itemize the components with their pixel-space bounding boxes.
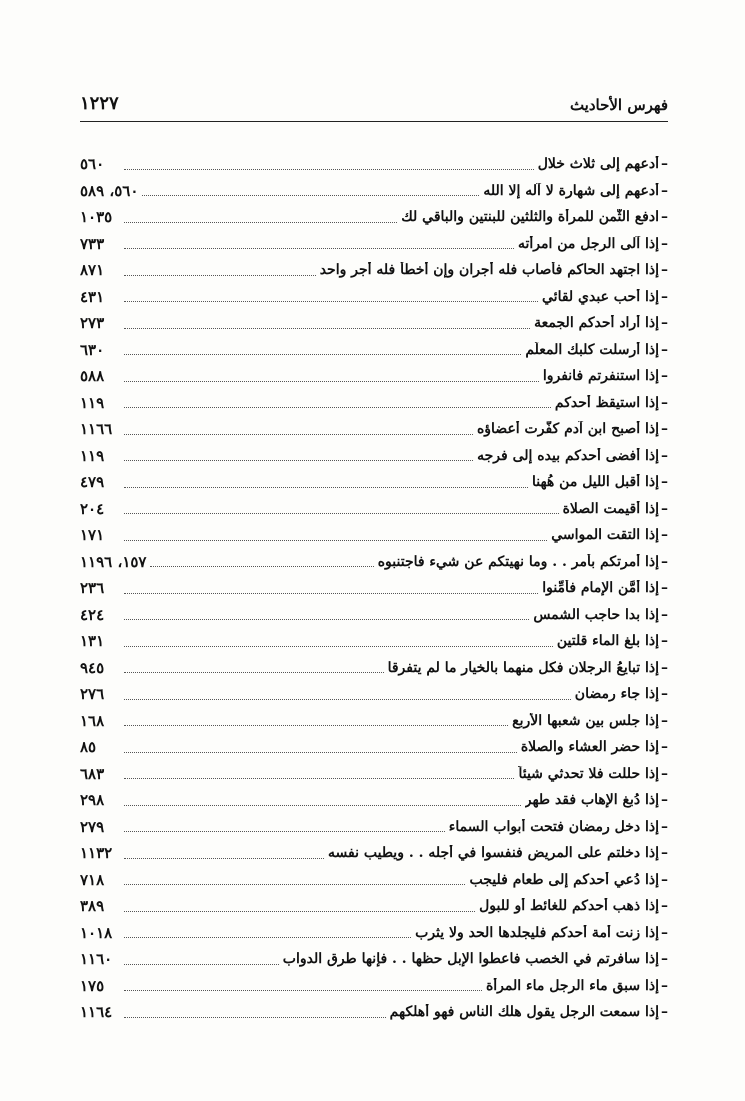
- page-reference: ٥٨٨: [80, 367, 105, 386]
- entry-dash: –: [661, 951, 668, 968]
- index-entry: [80, 920, 668, 947]
- index-entry: [80, 655, 668, 682]
- dot-leader: [124, 328, 530, 329]
- dot-leader: [124, 487, 528, 488]
- entry-dash: –: [661, 182, 668, 199]
- hadith-text: إذا آلى الرجل من امرأته: [517, 235, 659, 252]
- hadith-text: إذا أقبل الليل من هُهنا: [531, 474, 659, 491]
- index-entry: [80, 310, 668, 337]
- index-entry: [80, 151, 668, 178]
- entry-dash: –: [661, 898, 668, 915]
- entry-dash: –: [661, 765, 668, 782]
- entry-dash: –: [661, 659, 668, 676]
- dot-leader: [124, 222, 397, 223]
- index-entry: [80, 575, 668, 602]
- hadith-text: إذا دُبغ الإهاب فقد طهر: [524, 792, 659, 809]
- hadith-text: إذا دخلتم على المريض فنفسوا في أجله . . ويطيب نفسه: [328, 845, 659, 862]
- entry-dash: –: [661, 924, 668, 941]
- hadith-text: إذا بدا حاجب الشمس: [533, 606, 659, 623]
- hadith-text: إذا التقت المواسي: [551, 527, 659, 544]
- entry-dash: –: [661, 792, 668, 809]
- hadith-text: إذا بلغ الماء قلتين: [556, 633, 659, 650]
- page-reference: ١٧١: [80, 526, 105, 545]
- entry-dash: –: [661, 739, 668, 756]
- index-entry: [80, 814, 668, 841]
- hadith-text: إذا سمعت الرجل يقول هلك الناس فهو أهلكهم: [389, 1004, 659, 1021]
- hadith-text: إذا أراد أحدكم الجمعة: [534, 315, 659, 332]
- index-entry: [80, 337, 668, 364]
- index-entry: [80, 416, 668, 443]
- header-rule: [80, 121, 668, 122]
- index-entry: [80, 893, 668, 920]
- dot-leader: [124, 964, 279, 965]
- page-reference: ٢٧٩: [80, 817, 105, 836]
- index-entry: [80, 946, 668, 973]
- dot-leader: [124, 778, 514, 779]
- entry-dash: –: [661, 447, 668, 464]
- hadith-text: ادفع الثُّمن للمرأة والثلثين للبنتين والباقي لك: [401, 209, 659, 226]
- hadith-text: إذا ذهب أحدكم للغائط أو للبول: [479, 898, 659, 915]
- dot-leader: [124, 248, 514, 249]
- index-entry: [80, 284, 668, 311]
- dot-leader: [124, 752, 517, 753]
- hadith-text: إذا جلس بين شعبها الأربع: [512, 712, 659, 729]
- hadith-text: إذا استيقظ أحدكم: [554, 394, 659, 411]
- page-reference: ١١٦٤: [80, 1003, 113, 1022]
- index-entry: [80, 469, 668, 496]
- hadith-text: إذا اجتهد الحاكم فأصاب فله أجران وإن أخطأ فله أجر واحد: [319, 262, 659, 279]
- index-entry: [80, 973, 668, 1000]
- entry-dash: –: [661, 341, 668, 358]
- hadith-text: إذا حضر العشاء والصلاة: [520, 739, 659, 756]
- dot-leader: [124, 911, 475, 912]
- index-entry: [80, 840, 668, 867]
- dot-leader: [124, 275, 316, 276]
- page-reference: ٢٧٣: [80, 314, 105, 333]
- entry-dash: –: [661, 580, 668, 597]
- dot-leader: [124, 937, 411, 938]
- dot-leader: [124, 169, 534, 170]
- entry-dash: –: [661, 553, 668, 570]
- dot-leader: [124, 619, 529, 620]
- index-entry: [80, 363, 668, 390]
- page-reference: ٧١٨: [80, 870, 105, 889]
- page-reference: ٢٣٦: [80, 579, 105, 598]
- page-reference: ٤٧٩: [80, 473, 105, 492]
- page-reference: ١٠٣٥: [80, 208, 113, 227]
- page-reference: ٤٢٤: [80, 605, 105, 624]
- page-reference: ١٣١: [80, 632, 105, 651]
- entry-dash: –: [661, 288, 668, 305]
- dot-leader: [124, 540, 547, 541]
- dot-leader: [150, 566, 373, 567]
- hadith-text: إذا أرسلت كلبك المعلَّم: [525, 341, 659, 358]
- dot-leader: [124, 672, 384, 673]
- page-reference: ١٠١٨: [80, 923, 113, 942]
- hadith-text: إذا دُعي أحدكم إلى طعام فليجب: [469, 871, 659, 888]
- index-entry: [80, 549, 668, 576]
- hadith-text: إذا أصبح ابن آدم كفَّرت أعضاؤه: [476, 421, 659, 438]
- dot-leader: [124, 381, 539, 382]
- entry-dash: –: [661, 394, 668, 411]
- page-reference: ٨٥: [80, 738, 97, 757]
- index-entry: [80, 867, 668, 894]
- entry-dash: –: [661, 845, 668, 862]
- dot-leader: [124, 407, 551, 408]
- page-reference: ١١٩: [80, 393, 105, 412]
- entry-dash: –: [661, 474, 668, 491]
- dot-leader: [124, 990, 482, 991]
- hadith-text: إذا تبايعُ الرجلان فكل منهما بالخيار ما لم يتفرقا: [387, 659, 659, 676]
- hadith-text: إذا حللت فلا تحدثي شيئاً: [518, 765, 659, 782]
- hadith-text: إذا دخل رمضان فتحت أبواب السماء: [448, 818, 659, 835]
- hadith-text: إذا أُقيمت الصلاة: [562, 500, 659, 517]
- dot-leader: [124, 646, 553, 647]
- hadith-text: أدعهم إلى ثلاث خلال: [537, 156, 659, 173]
- dot-leader: [124, 301, 538, 302]
- page-reference: ٥٦٠، ٥٨٩: [80, 181, 139, 200]
- index-entry: [80, 204, 668, 231]
- dot-leader: [124, 1017, 386, 1018]
- dot-leader: [142, 195, 479, 196]
- entry-dash: –: [661, 209, 668, 226]
- dot-leader: [124, 513, 559, 514]
- page-reference: ٢٩٨: [80, 791, 105, 810]
- hadith-text: إذا أمرتكم بأمر . . وما نهيتكم عن شيء فاجتنبوه: [377, 553, 659, 570]
- entry-dash: –: [661, 235, 668, 252]
- hadith-text: إذا أحب عبدي لقائي: [542, 288, 659, 305]
- page-reference: ١٧٥: [80, 976, 105, 995]
- page-reference: ١١٩: [80, 446, 105, 465]
- dot-leader: [124, 725, 508, 726]
- entry-dash: –: [661, 686, 668, 703]
- index-entry: [80, 734, 668, 761]
- running-title: فهرس الأحاديث: [569, 96, 668, 114]
- index-entry: [80, 231, 668, 258]
- entry-dash: –: [661, 368, 668, 385]
- entry-dash: –: [661, 262, 668, 279]
- page-reference: ٦٣٠: [80, 340, 105, 359]
- hadith-text: أدعهم إلى شهارة لا آله إلا الله: [483, 182, 659, 199]
- hadith-text: إذا سافرتم في الخصب فاعطوا الإبل حظها . . فإنها طرق الدواب: [282, 951, 659, 968]
- page-reference: ٩٤٥: [80, 658, 105, 677]
- page-reference: ٤٣١: [80, 287, 105, 306]
- index-entry: [80, 178, 668, 205]
- index-entry: [80, 787, 668, 814]
- index-entry: [80, 999, 668, 1026]
- dot-leader: [124, 858, 324, 859]
- page-reference: ١١٦٠: [80, 950, 113, 969]
- entry-dash: –: [661, 500, 668, 517]
- index-entry: [80, 257, 668, 284]
- hadith-index-list: [80, 151, 668, 1026]
- index-entry: [80, 628, 668, 655]
- page-reference: ٢٧٦: [80, 685, 105, 704]
- entry-dash: –: [661, 527, 668, 544]
- entry-dash: –: [661, 977, 668, 994]
- page-reference: ٨٧١: [80, 261, 105, 280]
- index-entry: [80, 390, 668, 417]
- dot-leader: [124, 593, 538, 594]
- index-entry: [80, 602, 668, 629]
- page-header: [80, 88, 668, 114]
- dot-leader: [124, 434, 473, 435]
- page-reference: ١١٣٢: [80, 844, 113, 863]
- index-entry: [80, 496, 668, 523]
- hadith-text: إذا أمَّن الإمام فأمِّنوا: [542, 580, 659, 597]
- dot-leader: [124, 805, 521, 806]
- page-reference: ١٥٧، ١١٩٦: [80, 552, 147, 571]
- hadith-text: إذا أفضى أحدكم بيده إلى فرجه: [477, 447, 659, 464]
- index-entry: [80, 681, 668, 708]
- index-entry: [80, 522, 668, 549]
- entry-dash: –: [661, 156, 668, 173]
- entry-dash: –: [661, 871, 668, 888]
- page-reference: ٣٨٩: [80, 897, 105, 916]
- dot-leader: [124, 699, 571, 700]
- page-reference: ١١٦٦: [80, 420, 113, 439]
- page-number: ١٢٢٧: [80, 93, 119, 114]
- index-entry: [80, 761, 668, 788]
- dot-leader: [124, 884, 465, 885]
- index-entry: [80, 708, 668, 735]
- page-reference: ١٦٨: [80, 711, 105, 730]
- page-reference: ٥٦٠: [80, 155, 105, 174]
- page-reference: ٦٨٣: [80, 764, 105, 783]
- hadith-text: إذا سبق ماء الرجل ماء المرأة: [485, 977, 659, 994]
- entry-dash: –: [661, 633, 668, 650]
- entry-dash: –: [661, 606, 668, 623]
- dot-leader: [124, 460, 473, 461]
- hadith-text: إذا جاء رمضان: [574, 686, 659, 703]
- hadith-text: إذا استنفرتم فانفروا: [542, 368, 659, 385]
- hadith-text: إذا زنت أمة أحدكم فليجلدها الحد ولا يثرب: [415, 924, 659, 941]
- index-entry: [80, 443, 668, 470]
- page-reference: ٢٠٤: [80, 499, 105, 518]
- entry-dash: –: [661, 818, 668, 835]
- entry-dash: –: [661, 315, 668, 332]
- dot-leader: [124, 831, 445, 832]
- entry-dash: –: [661, 421, 668, 438]
- entry-dash: –: [661, 712, 668, 729]
- page-reference: ٧٣٣: [80, 234, 105, 253]
- entry-dash: –: [661, 1004, 668, 1021]
- dot-leader: [124, 354, 521, 355]
